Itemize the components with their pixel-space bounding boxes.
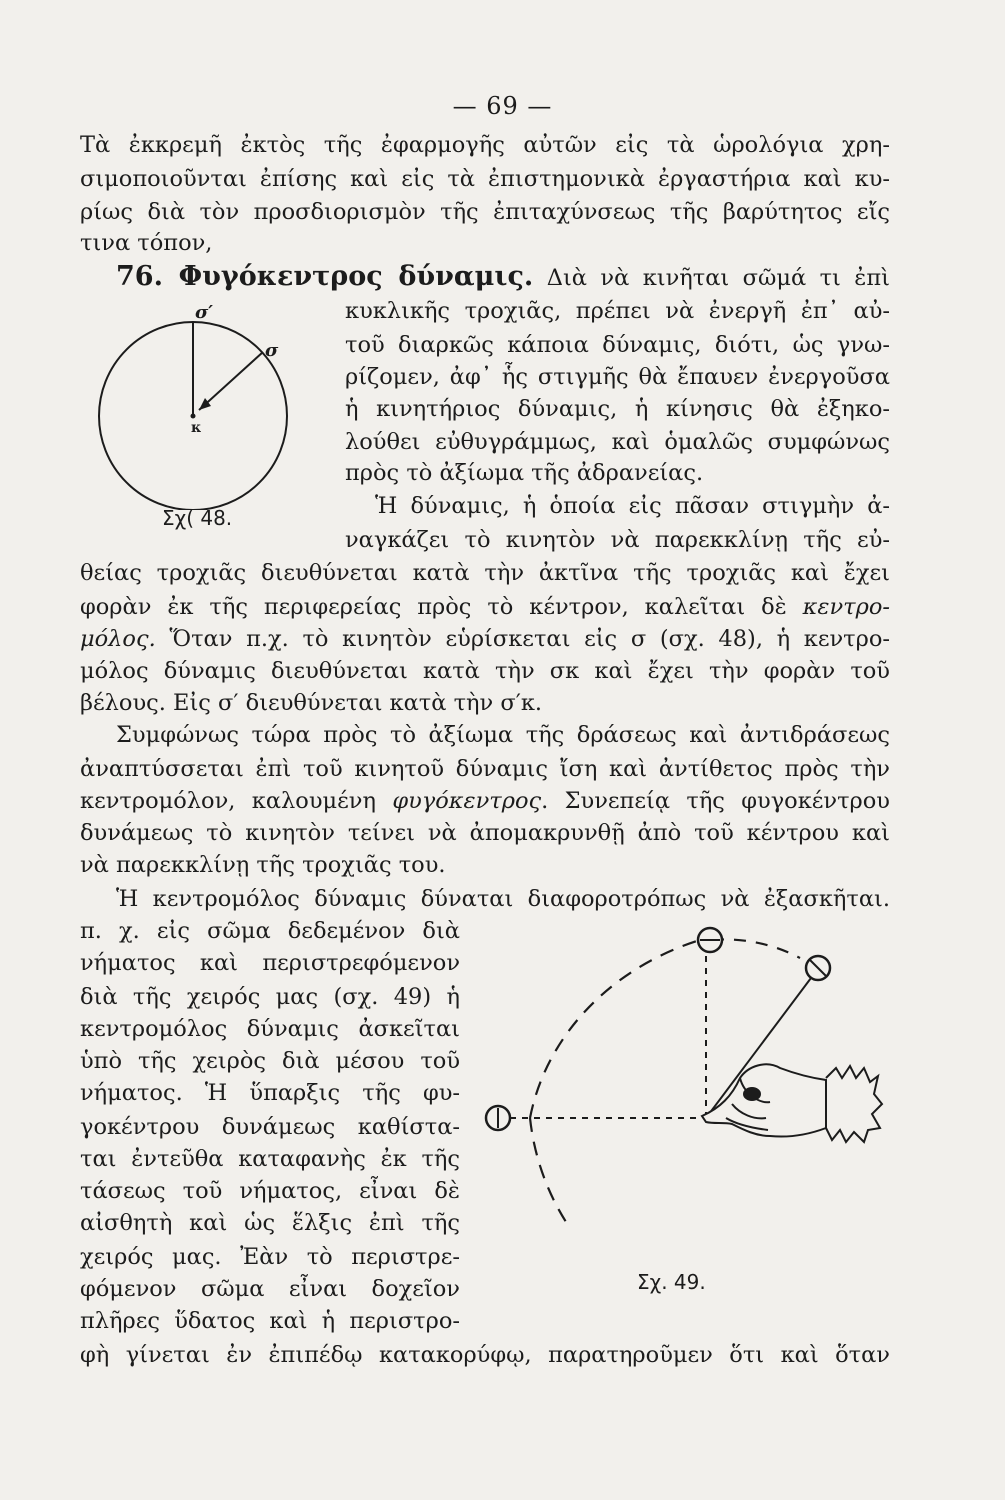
text-line: [80, 592, 890, 622]
figure-49: [470, 918, 890, 1258]
circular-path-right: [712, 939, 800, 958]
circular-path: [530, 940, 700, 1118]
section-heading-line: [116, 262, 890, 293]
text-line: θείας τροχιᾶς διευθύνεται κατὰ τὴν ἀκτῖνα τῆς τροχιᾶς καὶ ἔχει: [80, 560, 890, 586]
text-line: ἡ κινητήριος δύναμις, ἡ κίνησις θὰ ἐξηκο-: [345, 396, 890, 422]
text-line: Τὰ ἐκκρεμῆ ἐκτὸς τῆς ἐφαρμογῆς αὐτῶν εἰς τὰ ὡρολόγια χρη-: [80, 132, 890, 158]
text-line: τινα τόπον,: [80, 230, 213, 256]
hand-icon: [702, 1064, 882, 1142]
line-text: κεντρομόλον, καλουμένη: [80, 788, 376, 814]
text-line: μόλος δύναμις διευθύνεται κατὰ τὴν σκ καὶ ἔχει τὴν φορὰν τοῦ: [80, 658, 890, 684]
text-line: βέλους. Εἰς σ′ διευθύνεται κατὰ τὴν σ′κ.: [80, 690, 543, 716]
text-line: [80, 624, 890, 654]
center-point: [191, 414, 196, 419]
text-line: δυνάμεως τὸ κινητὸν τείνει νὰ ἀπομακρυνθῇ ἀπὸ τοῦ κέντρου καὶ: [80, 820, 890, 846]
figure-48: [95, 300, 295, 510]
text-line: λούθει εὐθυγράμμως, καὶ ὁμαλῶς συμφώνως: [345, 429, 890, 455]
term-fygokentros: φυγόκεντρος: [392, 788, 542, 814]
text-line: ἀναπτύσσεται ἐπὶ τοῦ κινητοῦ δύναμις ἴση καὶ ἀντίθετος πρὸς τὴν: [80, 756, 890, 782]
text-line: Ἡ δύναμις, ἡ ὁποία εἰς πᾶσαν στιγμὴν ἀ-: [375, 493, 890, 519]
line-text: Ὅταν π.χ. τὸ κινητὸν εὑρίσκεται εἰς σ (σχ. 48), ἡ κεντρο-: [169, 626, 890, 652]
text-line: πρὸς τὸ ἀξίωμα τῆς ἀδρανείας.: [345, 460, 704, 486]
text-line: αἰσθητὴ καὶ ὡς ἕλξις ἐπὶ τῆς: [80, 1210, 460, 1236]
section-heading: 76. Φυγόκεντρος δύναμις.: [116, 262, 534, 292]
text-line: ρίζομεν, ἀφ᾽ ἧς στιγμῆς θὰ ἔπαυεν ἐνεργοῦσα: [345, 364, 890, 390]
text-line: τοῦ διαρκῶς κάποια δύναμις, διότι, ὡς γνω-: [345, 332, 890, 358]
text-line: ὑπὸ τῆς χειρὸς διὰ μέσου τοῦ: [80, 1048, 460, 1074]
text-line: νήματος καὶ περιστρεφόμενον: [80, 950, 460, 976]
label-k: κ: [191, 420, 202, 436]
figure-48-caption: Σχ( 48.: [162, 506, 233, 530]
page-number: — 69 —: [452, 92, 553, 120]
text-line: φὴ γίνεται ἐν ἐπιπέδῳ κατακορύφῳ, παρατηροῦμεν ὅτι καὶ ὅταν: [80, 1342, 890, 1368]
text-line: γοκέντρου δυνάμεως καθίστα-: [80, 1114, 460, 1140]
text-line: τάσεως τοῦ νήματος, εἶναι δὲ: [80, 1178, 460, 1204]
text-line: χειρός μας. Ἐὰν τὸ περιστρε-: [80, 1244, 460, 1270]
circular-path-lower: [530, 1118, 570, 1228]
text-line: ται ἐντεῦθα καταφανὴς ἐκ τῆς: [80, 1146, 460, 1172]
text-line: νὰ παρεκκλίνῃ τῆς τροχιᾶς του.: [80, 852, 446, 878]
radius-s: [199, 352, 263, 410]
text-line: νήματος. Ἡ ὕπαρξις τῆς φυ-: [80, 1080, 460, 1106]
text-line: διὰ τῆς χειρός μας (σχ. 49) ἡ: [80, 984, 460, 1010]
text-line: ρίως διὰ τὸν προσδιορισμὸν τῆς ἐπιταχύνσεως τῆς βαρύτητος εἴς: [80, 199, 890, 225]
text-line: Συμφώνως τώρα πρὸς τὸ ἀξίωμα τῆς δράσεως καὶ ἀντιδράσεως: [116, 722, 890, 748]
label-s: σ: [265, 340, 279, 361]
term-kentromolos: κεντρο-: [802, 594, 890, 620]
label-s-prime: σ′: [195, 302, 214, 323]
line-text: φορὰν ἐκ τῆς περιφερείας πρὸς τὸ κέντρον, καλεῖται δὲ: [80, 594, 787, 620]
text-line: [80, 786, 890, 816]
text-line: κεντρομόλος δύναμις ἀσκεῖται: [80, 1016, 460, 1042]
figure-49-caption: Σχ. 49.: [637, 1270, 706, 1294]
text-line: κυκλικῆς τροχιᾶς, πρέπει νὰ ἐνεργῆ ἐπ᾽ αὐ-: [345, 298, 890, 324]
text-line: ναγκάζει τὸ κινητὸν νὰ παρεκκλίνῃ τῆς εὐ-: [345, 527, 890, 553]
line-text: . Συνεπείᾳ τῆς φυγοκέντρου: [541, 788, 890, 814]
text-line: σιμοποιοῦνται ἐπίσης καὶ εἰς τὰ ἐπιστημονικὰ ἐργαστήρια καὶ κυ-: [80, 166, 890, 192]
term-kentromolos-end: μόλος.: [80, 626, 156, 652]
text-line: π. χ. εἰς σῶμα δεδεμένον διὰ: [80, 918, 460, 944]
text-line: φόμενον σῶμα εἶναι δοχεῖον: [80, 1276, 460, 1302]
text-line: Ἡ κεντρομόλος δύναμις δύναται διαφοροτρόπως νὰ ἐξασκῆται.: [116, 886, 890, 912]
text-line: πλῆρες ὕδατος καὶ ἡ περιστρο-: [80, 1308, 460, 1334]
heading-continuation: Διὰ νὰ κινῆται σῶμά τι ἐπὶ: [546, 265, 890, 291]
